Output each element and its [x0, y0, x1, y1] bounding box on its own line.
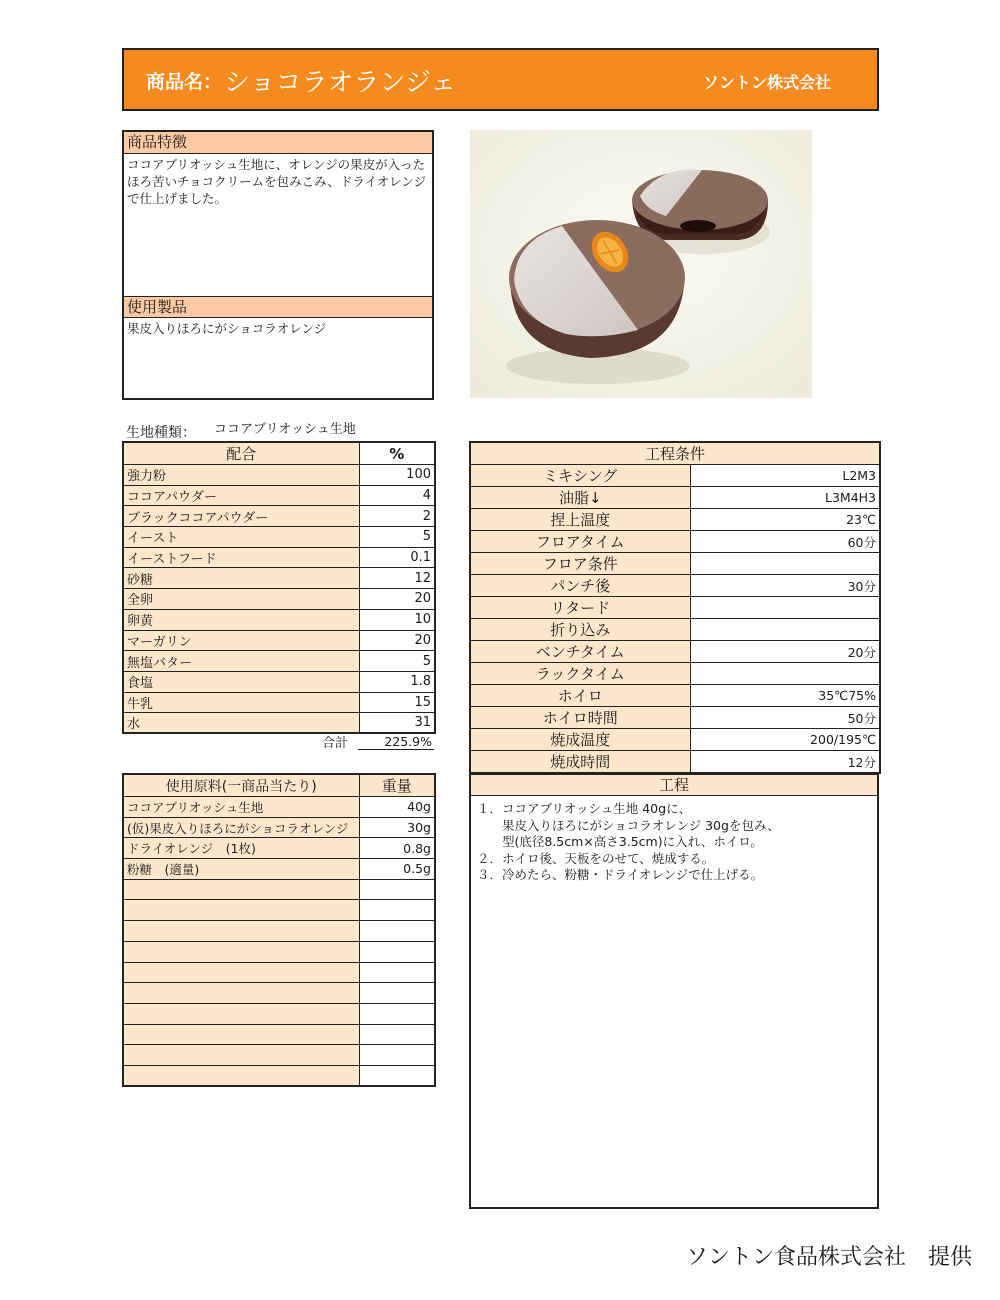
recipe-percent: 0.1 — [359, 547, 435, 568]
material-row — [123, 1045, 435, 1066]
recipe-ingredient: イーストフード — [123, 547, 359, 568]
recipe-total-label: 合計 — [322, 736, 349, 751]
condition-row — [470, 751, 880, 774]
recipe-percent: 31 — [359, 713, 435, 734]
recipe-ingredient: 全卵 — [123, 589, 359, 610]
material-weight — [359, 1045, 435, 1066]
material-name — [123, 983, 359, 1004]
materials-header-row — [123, 774, 435, 797]
material-weight: 30g — [359, 817, 435, 838]
products-used-heading: 使用製品 — [124, 296, 432, 318]
condition-row — [470, 619, 880, 641]
recipe-ingredient: 強力粉 — [123, 465, 359, 486]
condition-row — [470, 531, 880, 553]
material-row — [123, 1003, 435, 1024]
condition-value: 35℃75% — [690, 685, 880, 707]
recipe-table — [122, 441, 436, 734]
material-weight — [359, 1065, 435, 1086]
condition-value: 200/195℃ — [690, 729, 880, 751]
recipe-row — [123, 630, 435, 651]
recipe-row — [123, 485, 435, 506]
process-step: １．ココアブリオッシュ生地 40gに、 — [477, 801, 692, 816]
recipe-percent: 1.8 — [359, 671, 435, 692]
material-weight — [359, 900, 435, 921]
material-weight — [359, 1003, 435, 1024]
condition-value: L2M3 — [690, 465, 880, 487]
condition-row — [470, 465, 880, 487]
features-heading: 商品特徴 — [124, 132, 432, 154]
conditions-header-row — [470, 442, 880, 465]
condition-name: ホイロ時間 — [470, 707, 690, 729]
recipe-ingredient: イースト — [123, 527, 359, 548]
material-row — [123, 859, 435, 880]
recipe-ingredient: 卵黄 — [123, 609, 359, 630]
material-weight: 40g — [359, 797, 435, 818]
condition-value — [690, 663, 880, 685]
condition-row — [470, 487, 880, 509]
recipe-percent: 4 — [359, 485, 435, 506]
condition-name: フロアタイム — [470, 531, 690, 553]
material-name — [123, 900, 359, 921]
recipe-row — [123, 465, 435, 486]
process-steps — [471, 796, 877, 884]
recipe-ingredient: マーガリン — [123, 630, 359, 651]
material-name: ココアブリオッシュ生地 — [123, 797, 359, 818]
recipe-ingredient: ブラックココアパウダー — [123, 506, 359, 527]
recipe-percent: 10 — [359, 609, 435, 630]
material-row — [123, 983, 435, 1004]
process-step: 型(底径8.5cm×高さ3.5cm)に入れ、ホイロ。 — [477, 834, 763, 849]
condition-name: 焼成時間 — [470, 751, 690, 774]
process-conditions-table — [469, 441, 881, 774]
condition-value: 12分 — [690, 751, 880, 774]
materials-table — [122, 773, 436, 1087]
material-name — [123, 962, 359, 983]
material-row — [123, 900, 435, 921]
material-row — [123, 838, 435, 859]
recipe-percent: 20 — [359, 589, 435, 610]
material-name — [123, 879, 359, 900]
condition-name: 折り込み — [470, 619, 690, 641]
recipe-total-value: 225.9% — [358, 734, 434, 750]
product-info-box — [122, 130, 434, 400]
condition-value: L3M4H3 — [690, 487, 880, 509]
condition-value — [690, 597, 880, 619]
recipe-col-percent: % — [359, 442, 435, 465]
material-name — [123, 1045, 359, 1066]
condition-row — [470, 641, 880, 663]
material-row — [123, 817, 435, 838]
condition-row — [470, 575, 880, 597]
recipe-row — [123, 547, 435, 568]
dough-type-value: ココアブリオッシュ生地 — [214, 422, 356, 437]
materials-col-weight: 重量 — [359, 774, 435, 797]
product-name-label: 商品名： — [146, 71, 223, 93]
condition-name: パンチ後 — [470, 575, 690, 597]
condition-row — [470, 707, 880, 729]
condition-row — [470, 509, 880, 531]
condition-value: 23℃ — [690, 509, 880, 531]
condition-name: ミキシング — [470, 465, 690, 487]
recipe-total — [122, 731, 434, 751]
recipe-percent: 20 — [359, 630, 435, 651]
material-name: (仮)果皮入りほろにがショコラオレンジ — [123, 817, 359, 838]
products-used-text: 果皮入りほろにがショコラオレンジ — [127, 321, 327, 336]
material-weight: 0.5g — [359, 859, 435, 880]
recipe-percent: 2 — [359, 506, 435, 527]
material-weight: 0.8g — [359, 838, 435, 859]
material-row — [123, 797, 435, 818]
material-name — [123, 1024, 359, 1045]
material-weight — [359, 1024, 435, 1045]
process-box — [469, 773, 879, 1209]
material-name — [123, 921, 359, 942]
process-step: ２．ホイロ後、天板をのせて、焼成する。 — [477, 850, 715, 866]
recipe-ingredient: 食塩 — [123, 671, 359, 692]
recipe-ingredient: 水 — [123, 713, 359, 734]
conditions-heading: 工程条件 — [470, 442, 880, 465]
material-row — [123, 962, 435, 983]
process-step: ３．冷めたら、粉糖・ドライオレンジで仕上げる。 — [477, 867, 764, 882]
condition-value — [690, 553, 880, 575]
recipe-percent: 100 — [359, 465, 435, 486]
material-name — [123, 1003, 359, 1024]
recipe-header-row — [123, 442, 435, 465]
features-text: ココアブリオッシュ生地に、オレンジの果皮が入ったほろ苦いチョコクリームを包みこみ、ドライオレンジで仕上げました。 — [127, 157, 427, 206]
recipe-row — [123, 671, 435, 692]
condition-value: 60分 — [690, 531, 880, 553]
recipe-row — [123, 589, 435, 610]
recipe-row — [123, 506, 435, 527]
material-name — [123, 941, 359, 962]
material-weight — [359, 962, 435, 983]
material-weight — [359, 879, 435, 900]
condition-value: 20分 — [690, 641, 880, 663]
condition-row — [470, 663, 880, 685]
recipe-percent: 5 — [359, 527, 435, 548]
recipe-row — [123, 651, 435, 672]
header-banner — [122, 48, 879, 111]
recipe-ingredient: 砂糖 — [123, 568, 359, 589]
condition-row — [470, 553, 880, 575]
material-weight — [359, 941, 435, 962]
process-heading: 工程 — [471, 775, 877, 796]
condition-name: 捏上温度 — [470, 509, 690, 531]
material-row — [123, 1065, 435, 1086]
condition-name: ベンチタイム — [470, 641, 690, 663]
material-weight — [359, 983, 435, 1004]
dough-type-label: 生地種類： — [126, 425, 196, 441]
material-weight — [359, 921, 435, 942]
condition-value: 50分 — [690, 707, 880, 729]
material-row — [123, 879, 435, 900]
recipe-percent: 15 — [359, 692, 435, 713]
product-name: ショコラオランジェ — [224, 68, 457, 98]
recipe-row — [123, 568, 435, 589]
recipe-percent: 12 — [359, 568, 435, 589]
recipe-ingredient: 無塩バター — [123, 651, 359, 672]
company-name: ソントン株式会社 — [702, 73, 831, 92]
product-photo — [470, 130, 812, 398]
recipe-row — [123, 527, 435, 548]
footer-credit: ソントン食品株式会社 提供 — [685, 1245, 972, 1270]
condition-row — [470, 597, 880, 619]
condition-name: ラックタイム — [470, 663, 690, 685]
recipe-col-ingredient: 配合 — [123, 442, 359, 465]
materials-col-name: 使用原料(一商品当たり) — [123, 774, 359, 797]
process-step: 果皮入りほろにがショコラオレンジ 30gを包み、 — [477, 817, 780, 833]
condition-name: フロア条件 — [470, 553, 690, 575]
recipe-ingredient: ココアパウダー — [123, 485, 359, 506]
material-name: ドライオレンジ (1枚) — [123, 838, 359, 859]
material-name — [123, 1065, 359, 1086]
recipe-row — [123, 692, 435, 713]
recipe-row — [123, 609, 435, 630]
condition-name: リタード — [470, 597, 690, 619]
material-name: 粉糖 (適量) — [123, 859, 359, 880]
material-row — [123, 941, 435, 962]
material-row — [123, 921, 435, 942]
condition-name: ホイロ — [470, 685, 690, 707]
condition-value: 30分 — [690, 575, 880, 597]
condition-name: 焼成温度 — [470, 729, 690, 751]
condition-row — [470, 729, 880, 751]
recipe-percent: 5 — [359, 651, 435, 672]
condition-name: 油脂↓ — [470, 487, 690, 509]
condition-value — [690, 619, 880, 641]
material-row — [123, 1024, 435, 1045]
recipe-ingredient: 牛乳 — [123, 692, 359, 713]
condition-row — [470, 685, 880, 707]
